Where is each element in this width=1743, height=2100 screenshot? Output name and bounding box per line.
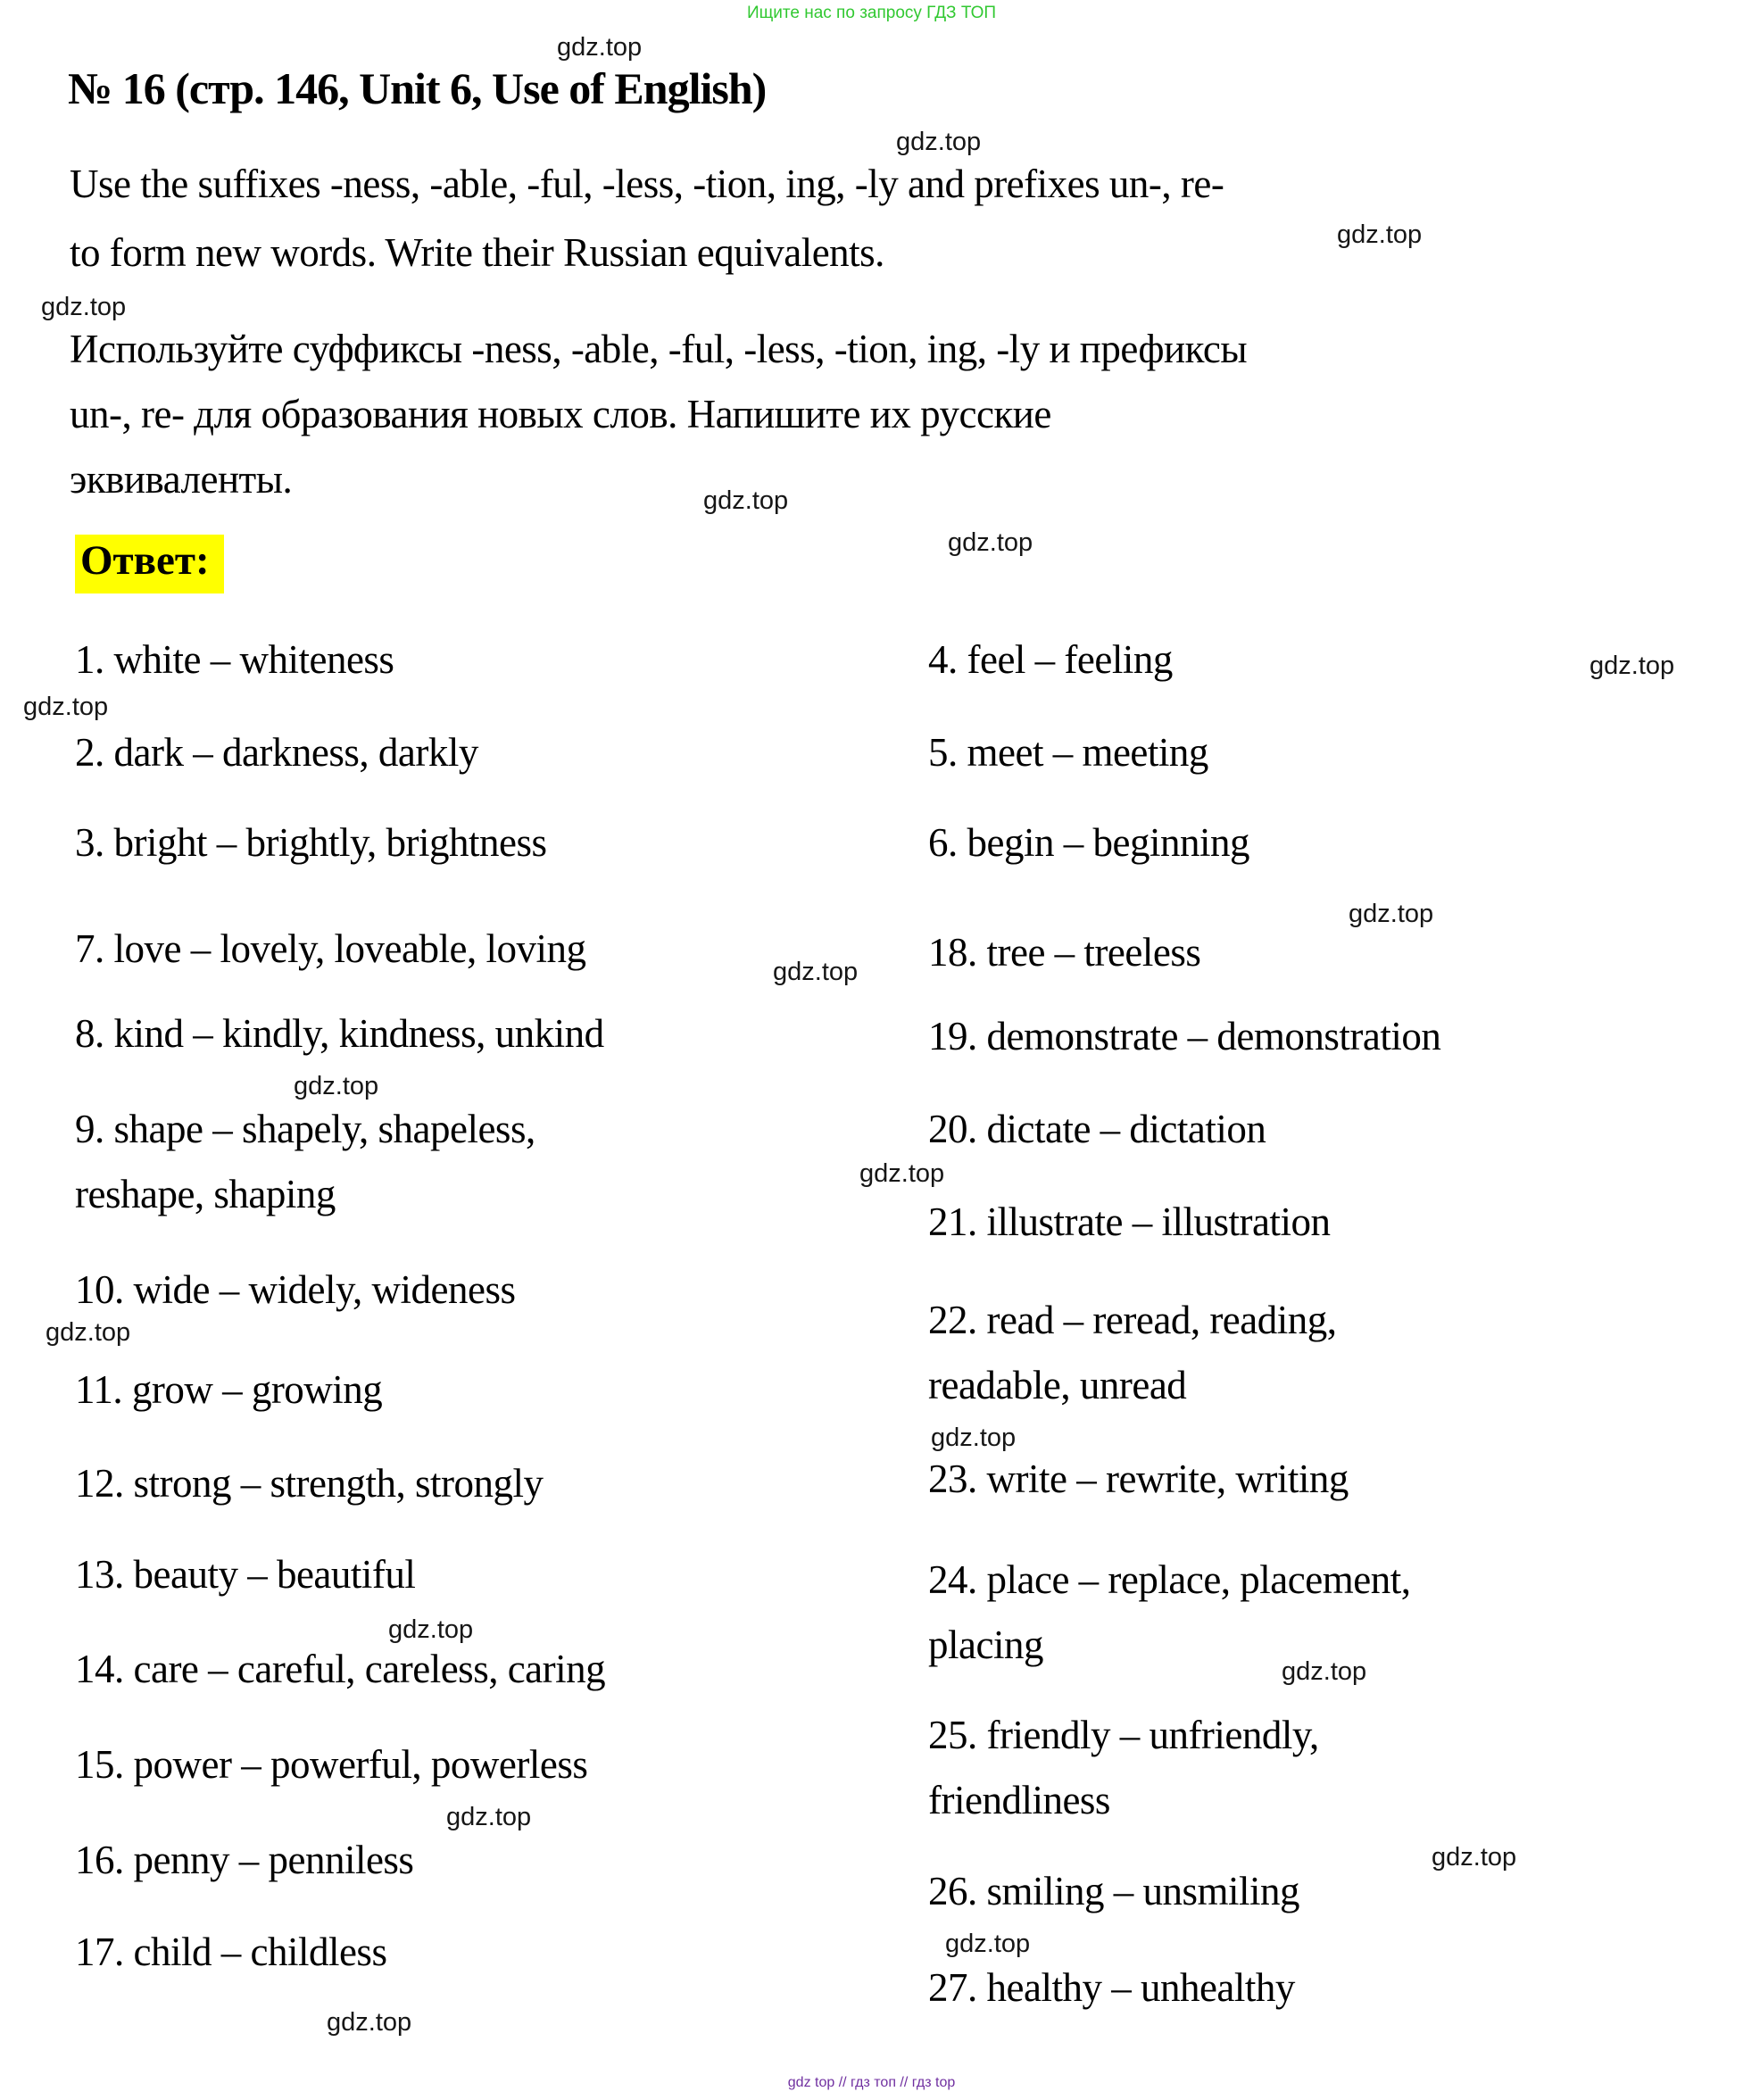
gdz-watermark: gdz.top — [446, 1803, 532, 1831]
gdz-watermark: gdz.top — [931, 1424, 1017, 1452]
instruction-ru-line-3: эквиваленты. — [70, 457, 293, 502]
instruction-ru-line-1: Используйте суффиксы -ness, -able, -ful, -less, -tion, ing, -ly и префиксы — [70, 327, 1248, 371]
page-title: № 16 (стр. 146, Unit 6, Use of English) — [68, 63, 767, 113]
gdz-watermark: gdz.top — [327, 2008, 412, 2037]
gdz-watermark: gdz.top — [388, 1615, 474, 1644]
answer-item-line: 11. grow – growing — [75, 1367, 383, 1412]
answer-item-line: 26. smiling – unsmiling — [928, 1869, 1300, 1913]
gdz-watermark: gdz.top — [859, 1159, 945, 1188]
answer-item-line: 12. strong – strength, strongly — [75, 1461, 544, 1506]
answer-item-line: placing — [928, 1623, 1043, 1667]
answer-item-line: 24. place – replace, placement, — [928, 1557, 1411, 1602]
instruction-ru-line-2: un-, re- для образования новых слов. Напишите их русские — [70, 392, 1051, 436]
answer-item-line: 8. kind – kindly, kindness, unkind — [75, 1011, 604, 1056]
gdz-watermark: gdz.top — [703, 486, 789, 515]
answer-item-line: 5. meet – meeting — [928, 730, 1208, 775]
gdz-watermark: gdz.top — [294, 1072, 379, 1100]
answer-item-line: 10. wide – widely, wideness — [75, 1267, 516, 1312]
gdz-watermark: gdz.top — [1589, 652, 1675, 680]
answer-item-line: 27. healthy – unhealthy — [928, 1965, 1295, 2010]
answer-label: Ответ: — [75, 535, 224, 593]
footer-links: gdz top // гдз топ // гдз top — [787, 2075, 956, 2090]
gdz-watermark: gdz.top — [1282, 1657, 1367, 1686]
instruction-en-line-2: to form new words. Write their Russian equivalents. — [70, 230, 884, 275]
gdz-watermark: gdz.top — [1337, 220, 1423, 249]
answer-item-line: 13. beauty – beautiful — [75, 1552, 416, 1597]
gdz-watermark: gdz.top — [23, 693, 109, 721]
gdz-watermark: gdz.top — [1432, 1843, 1517, 1872]
answer-item-line: 1. white – whiteness — [75, 637, 394, 682]
instruction-en-line-1: Use the suffixes -ness, -able, -ful, -less, -tion, ing, -ly and prefixes un-, re- — [70, 162, 1224, 206]
answer-item-line: 17. child – childless — [75, 1930, 387, 1974]
gdz-watermark: gdz.top — [557, 33, 643, 62]
answer-item-line: 20. dictate – dictation — [928, 1107, 1266, 1151]
answer-item-line: 3. bright – brightly, brightness — [75, 820, 547, 865]
answer-item-line: 2. dark – darkness, darkly — [75, 730, 478, 775]
answer-item-line: 6. begin – beginning — [928, 820, 1249, 865]
answer-item-line: readable, unread — [928, 1363, 1187, 1407]
gdz-watermark: gdz.top — [46, 1318, 131, 1347]
answer-item-line: 15. power – powerful, powerless — [75, 1742, 588, 1787]
gdz-watermark: gdz.top — [41, 293, 127, 321]
answer-item-line: friendliness — [928, 1778, 1110, 1822]
answer-item-line: 19. demonstrate – demonstration — [928, 1014, 1441, 1058]
answer-item-line: 9. shape – shapely, shapeless, — [75, 1107, 535, 1151]
answer-item-line: reshape, shaping — [75, 1172, 336, 1216]
gdz-watermark: gdz.top — [1349, 900, 1434, 928]
promo-banner: Ищите нас по запросу ГДЗ ТОП — [746, 4, 997, 22]
answer-item-line: 22. read – reread, reading, — [928, 1298, 1337, 1342]
answer-item-line: 21. illustrate – illustration — [928, 1199, 1331, 1244]
answer-item-line: 25. friendly – unfriendly, — [928, 1713, 1319, 1757]
answer-item-line: 16. penny – penniless — [75, 1838, 414, 1882]
gdz-watermark: gdz.top — [948, 528, 1033, 557]
answer-item-line: 4. feel – feeling — [928, 637, 1173, 682]
answer-item-line: 7. love – lovely, loveable, loving — [75, 926, 586, 971]
answer-item-line: 14. care – careful, careless, caring — [75, 1647, 606, 1691]
gdz-watermark: gdz.top — [896, 128, 982, 156]
gdz-watermark: gdz.top — [945, 1930, 1031, 1958]
gdz-watermark: gdz.top — [773, 958, 859, 986]
answer-item-line: 23. write – rewrite, writing — [928, 1457, 1349, 1501]
answer-item-line: 18. tree – treeless — [928, 930, 1201, 975]
